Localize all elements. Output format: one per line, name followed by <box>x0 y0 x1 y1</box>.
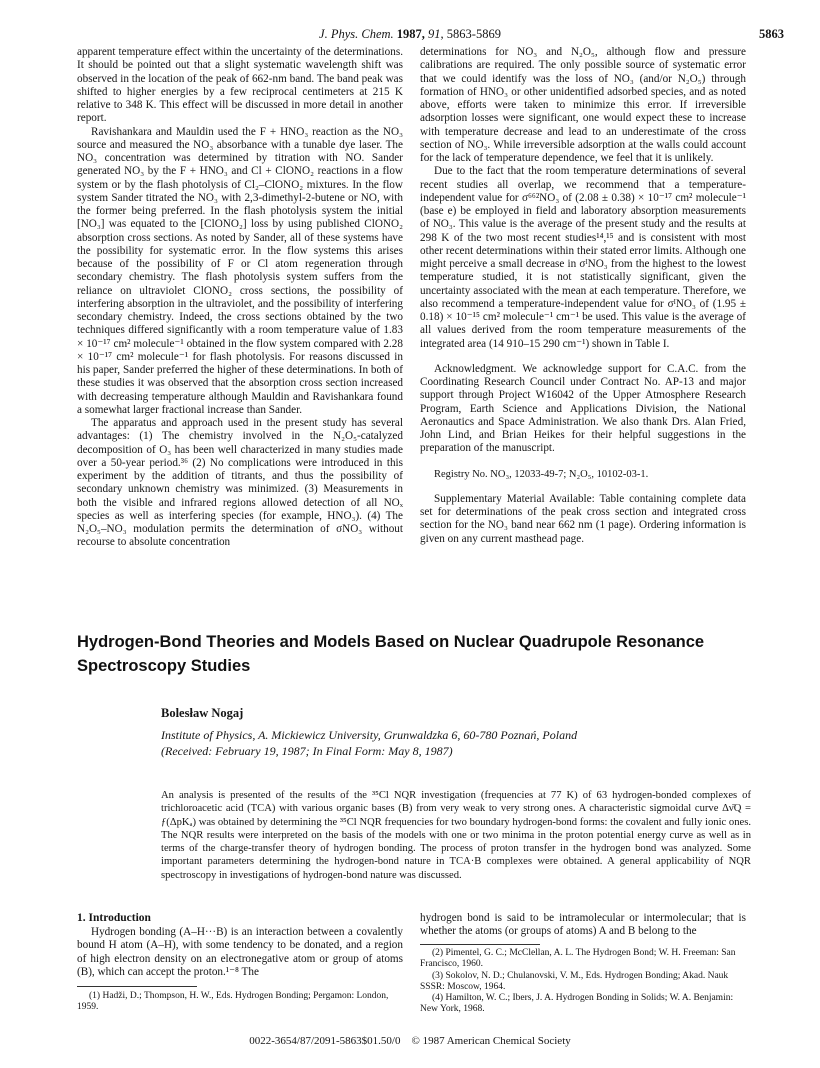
prev-article-left-column <box>77 46 403 550</box>
body-paragraph: Ravishankara and Mauldin used the F + HNO₃ reaction as the NO₃ source and measured the NO₃ absorbance with a tunable dye laser. The NO₃ concentration was determined by titration with NO. Sander generated NO₃ by the F + HNO₃ and Cl + ClONO₂ reactions in a flow system or by the flash photolysis of Cl₂–ClONO₂ mixtures. In the flow system Sander titrated the NO₃ with 2,3-dimethyl-2-butene or NO, with the former being preferred. In the flash photolysis system the initial [NO₃] was equated to the [ClONO₂] loss by using published ClONO₂ absorption cross sections. As noted by Sander, all of these systems have the possibility for systematic error. In the flow systems this arises because of the possibility of F or Cl atom regeneration through secondary chemistry. The flash photolysis system suffers from the reliance on ultraviolet ClONO₂ cross sections, the possibility of interfering absorption in the ultraviolet, and the possibility of interfering secondary chemistry. Indeed, the cross sections obtained by the two techniques differed significantly with a room temperature value of 1.83 × 10⁻¹⁷ cm² molecule⁻¹ obtained in the flow system compared with 2.28 × 10⁻¹⁷ cm² molecule⁻¹ for flash photolysis. For reasons discussed in his paper, Sander preferred the higher of these determinations. In both of these studies it was observed that the absorption cross section increased with decreasing temperature although Mauldin and Ravishankara found a somewhat larger fractional increase than Sander. <box>77 125 403 416</box>
supplementary-material: Supplementary Material Available: Table containing complete data set for determinations of the peak cross section and integrated cross section for the NO₃ band near 662 nm (1 page). Ordering information is given on any current masthead page. <box>420 492 746 545</box>
affiliation-text: Institute of Physics, A. Mickiewicz University, Grunwaldzka 6, 60-780 Poznań, Poland <box>161 728 578 742</box>
footnotes-left <box>77 991 403 1014</box>
footnote: (2) Pimentel, G. C.; McClellan, A. L. The Hydrogen Bond; W. H. Freeman: San Francisco, 1960. <box>420 948 736 970</box>
abstract: An analysis is presented of the results of the ³⁵Cl NQR investigation (frequencies at 77 K) of 63 hydrogen-bonded complexes of trichloroacetic acid (TCA) with various organic bases (B) from very weak to very strong ones. A characteristic sigmoidal curve Δν̄Q = ƒ(ΔpKₐ) was obtained by determining the ³⁵Cl NQR frequencies for two boundary hydrogen-bond forms: the covalent and fully ionic ones. The NQR results were interpreted on the basis of the models with one or two minima in the proton potential energy curve as well as in terms of the charge-transfer theory of hydrogen bonding. The process of proton transfer in the hydrogen bond was analyzed. Some important parameters determining the hydrogen-bond nature in TCA·B complexes were obtained. A general applicability of NQR spectroscopy in investigations of hydrogen-bond nature was discussed. <box>161 790 751 881</box>
registry-numbers: Registry No. NO₃, 12033-49-7; N₂O₅, 10102-03-1. <box>434 468 649 480</box>
article-title: Hydrogen-Bond Theories and Models Based on Nuclear Quadrupole Resonance Spectroscopy Studies <box>77 633 705 675</box>
journal-pages: 5863-5869 <box>446 27 501 41</box>
acknowledgment: Acknowledgment. We acknowledge support for C.A.C. from the Coordinating Research Council under Contract No. AP-13 and major support through Project W16042 of the Upper Atmosphere Research Program, Earth Science and Applications Division, the National Aeronautics and Space Administration. We also thank Drs. Alan Fried, John Lind, and Brian Heikes for their helpful suggestions in the preparation of the manuscript. <box>420 362 746 455</box>
footnote: (1) Hadži, D.; Thompson, H. W., Eds. Hydrogen Bonding; Pergamon: London, 1959. <box>77 991 389 1013</box>
body-paragraph: determinations for NO₃ and N₂O₅, although flow and pressure calibrations are required. The only possible source of systematic error that we could identify was the loss of NO₃ (and/or N₂O₅) through formation of HNO₃ or other unidentified adsorbed species, and as noted above, efforts were taken to minimize this error. If irreversible adsorption losses were significant, one would expect these to increase with temperature decrease and lead to an underestimate of the cross section of NO₃. While irreversible adsorption at the walls could account for the lack of temperature dependence, we feel that it is unlikely. <box>420 46 746 164</box>
body-paragraph: Hydrogen bonding (A–H···B) is an interaction between a covalently bound H atom (A–H), with some tendency to be donated, and a region of high electron density on an electronegative atom or group of atoms (B), which can accept the proton.¹⁻⁸ The <box>77 926 403 978</box>
body-paragraph: The apparatus and approach used in the present study has several advantages: (1) The chemistry involved in the N₂O₅-catalyzed decomposition of O₃ has been well characterized in many studies made over a 50-year period.³⁶ (2) No complications were introduced in this experiment by the addition of titrants, and thus the possibility of secondary unknown chemistry was minimized. (3) Measurements in both the visible and infrared regions allowed detection of all NOₓ species as well as interfering species (for example, HNO₃). (4) The N₂O₅–NO₃ modulation permits the determination of σNO₃ without recourse to absolute concentration <box>77 417 403 549</box>
body-paragraph: apparent temperature effect within the uncertainty of the determinations. It should be pointed out that a slight systematic wavelength shift was observed in the location of the peak of 662-nm band. The band peak was shifted to higher energies by a few reciprocal centimeters at 215 K relative to 348 K. This effect will be discussed in more detail in another report. <box>77 46 403 125</box>
footnote: (3) Sokolov, N. D.; Chulanovski, V. M., Eds. Hydrogen Bonding; Akad. Nauk SSSR: Moscow, 1964. <box>420 970 729 992</box>
section-heading: 1. Introduction <box>77 912 151 924</box>
article-author: Bolesław Nogaj <box>161 706 244 720</box>
page-number: 5863 <box>759 27 784 41</box>
footnote-divider <box>420 944 540 945</box>
footnote: (4) Hamilton, W. C.; Ibers, J. A. Hydrogen Bonding in Solids; W. A. Benjamin: New York, 1968. <box>420 993 734 1015</box>
intro-left <box>77 926 403 979</box>
journal-name: J. Phys. Chem. <box>319 27 394 41</box>
prev-article-right-column <box>420 46 746 546</box>
intro-right: hydrogen bond is said to be intramolecular or intermolecular; that is whether the atoms (or groups of atoms) A and B belong to the <box>420 912 746 938</box>
footnotes-right <box>420 948 746 1016</box>
page-footer <box>200 1035 620 1047</box>
issn-code: 0022-3654/87/2091-5863$01.50/0 <box>249 1035 401 1047</box>
body-paragraph: Due to the fact that the room temperature determinations of several recent studies all overlap, we recommend that a temperature-independent value for σ⁶⁶²NO₃ of (2.08 ± 0.38) × 10⁻¹⁷ cm² molecule⁻¹ (base e) be employed in field and laboratory absorption measurements of NO₃. This value is the average of the present study and the results at 298 K of the two most recent studies¹⁴,¹⁵ and is consistent with most other recent determinations within their stated error limits. Although one might perceive a small decrease in σᴵNO₃ from the highest to the lowest temperature studied, it is not statistically significant, given the uncertainty associated with the mean at each temperature. Therefore, we also recommend a temperature-independent value for σᴵNO₃ of (1.95 ± 0.18) × 10⁻¹⁵ cm² molecule⁻¹ cm⁻¹ be used. This value is the average of all values derived from the room temperature measurements of the integrated area (14 910–15 290 cm⁻¹) shown in Table I. <box>420 165 746 350</box>
copyright: © 1987 American Chemical Society <box>411 1035 571 1047</box>
running-header <box>80 27 740 42</box>
received-dates: (Received: February 19, 1987; In Final Form: May 8, 1987) <box>161 744 453 758</box>
footnote-divider <box>77 986 197 987</box>
journal-volume: 91, <box>428 27 444 41</box>
journal-year: 1987, <box>396 27 425 41</box>
author-affiliation <box>161 727 751 759</box>
